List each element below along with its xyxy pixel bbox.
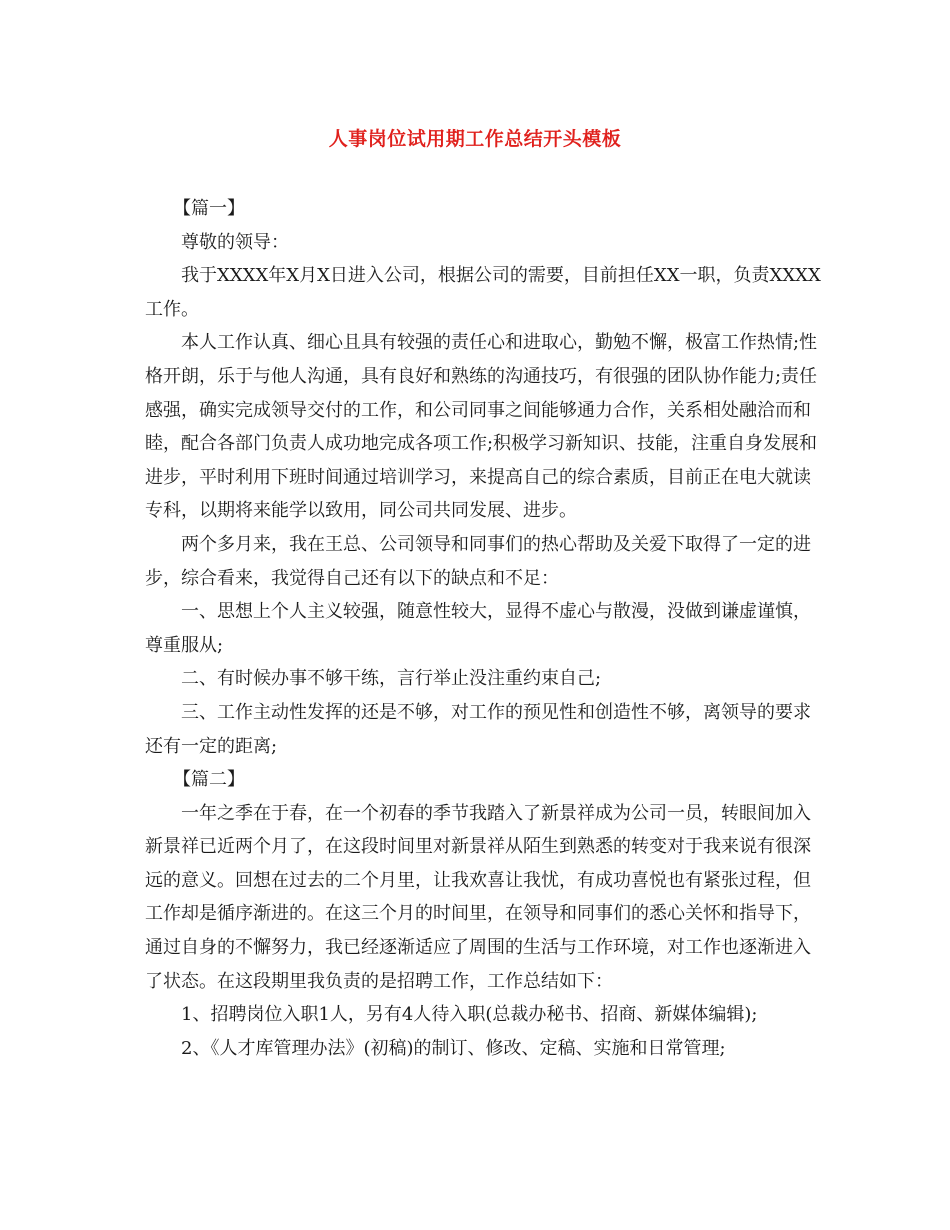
paragraph: 本人工作认真、细心且具有较强的责任心和进取心，勤勉不懈，极富工作热情;性格开朗，乐于与他人沟通，具有良好和熟练的沟通技巧，有很强的团队协作能力;责任感强，确实完成领导交付的工作，和公司同事之间能够通力合作，关系相处融洽而和睦，配合各部门负责人成功地完成各项工作;积极学习新知识、技能，注重自身发展和进步，平时利用下班时间通过培训学习，来提高自己的综合素质，目前正在电大就读专科，以期将来能学以致用，同公司共同发展、进步。 (145, 332, 818, 522)
paragraph: 我于XXXX年X月X日进入公司，根据公司的需要，目前担任XX一职，负责XXXX工作。 (145, 265, 821, 320)
salutation: 尊敬的领导： (181, 231, 289, 253)
list-item: 1、招聘岗位入职1人，另有4人待入职(总裁办秘书、招商、新媒体编辑); (181, 1004, 758, 1026)
list-item: 三、工作主动性发挥的还是不够，对工作的预见性和创造性不够，离领导的要求还有一定的距离; (145, 701, 811, 757)
document-title: 人事岗位试用期工作总结开头模板 (328, 128, 622, 150)
list-item: 二、有时候办事不够干练，言行举止没注重约束自己; (181, 668, 602, 690)
list-item: 一、思想上个人主义较强，随意性较大，显得不虚心与散漫，没做到谦虚谨慎，尊重服从; (145, 601, 811, 656)
section-heading: 【篇二】 (173, 769, 245, 791)
list-item: 2、《人才库管理办法》(初稿)的制订、修改、定稿、实施和日常管理; (181, 1037, 726, 1059)
paragraph: 一年之季在于春，在一个初春的季节我踏入了新景祥成为公司一员，转眼间加入新景祥已近两个月了，在这段时间里对新景祥从陌生到熟悉的转变对于我来说有很深远的意义。回想在过去的二个月里，让我欢喜让我忧，有成功喜悦也有紧张过程，但工作却是循序渐进的。在这三个月的时间里，在领导和同事们的悉心关怀和指导下，通过自身的不懈努力，我已经逐渐适应了周围的生活与工作环境，对工作也逐渐进入了状态。在这段期里我负责的是招聘工作，工作总结如下： (145, 802, 811, 992)
paragraph: 两个多月来，我在王总、公司领导和同事们的热心帮助及关爱下取得了一定的进步，综合看来，我觉得自己还有以下的缺点和不足： (145, 533, 811, 589)
section-heading: 【篇一】 (173, 198, 245, 219)
document-body (145, 192, 825, 1065)
